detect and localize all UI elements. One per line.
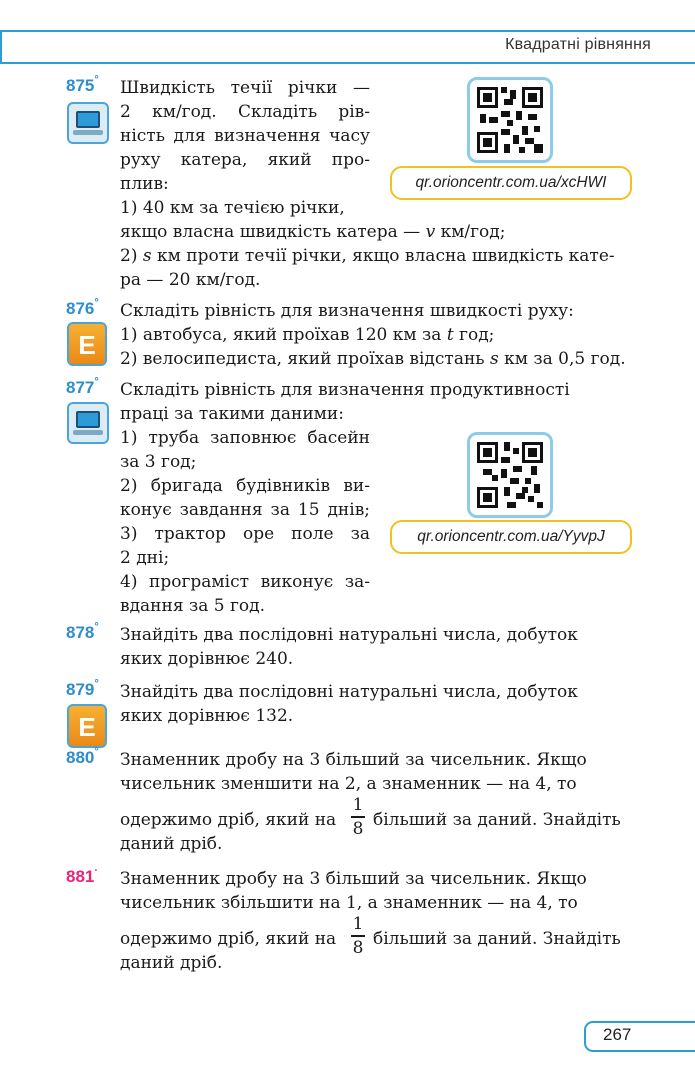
problem-875-line: ність для визначення часу (120, 126, 370, 146)
problem-880-line: даний дріб. (120, 834, 223, 854)
problem-876-line: 2) велосипедиста, який проїхав відстань s км за 0,5 год. (120, 349, 626, 369)
problem-877-line: 3) трактор оре поле за (120, 524, 370, 544)
problem-877-line: 2 дні; (120, 548, 170, 568)
monitor-icon (67, 402, 109, 444)
qr-link[interactable]: qr.orioncentr.com.ua/xcHWI (390, 166, 632, 200)
problem-877-line: 4) програміст виконує за- (120, 572, 370, 592)
problem-877-line: Складіть рівність для визначення продуктивності (120, 380, 570, 400)
problem-880-line: Знаменник дробу на 3 більший за чисельник. Якщо (120, 750, 587, 770)
problem-875-line: 2 км/год. Складіть рів- (120, 102, 370, 122)
problem-875-line: плив: (120, 174, 169, 194)
problem-number-876: 876° (66, 297, 99, 318)
problem-880-line: одержимо дріб, який на (120, 810, 337, 830)
problem-879-line: яких дорівнює 132. (120, 706, 294, 726)
problem-number-878: 878° (66, 621, 99, 642)
problem-881-line: чисельник збільшити на 1, а знаменник — на 4, то (120, 893, 578, 913)
problem-number-881: 881· (66, 865, 99, 886)
problem-875-line: Швидкість течії річки — (120, 78, 370, 98)
problem-878-line: Знайдіть два послідовні натуральні числа, добуток (120, 625, 578, 645)
problem-881-line: більший за даний. Знайдіть (373, 929, 621, 949)
problem-877-line: праці за такими даними: (120, 404, 344, 424)
problem-879-line: Знайдіть два послідовні натуральні числа, добуток (120, 682, 578, 702)
problem-number-879: 879° (66, 678, 99, 699)
qr-code-icon[interactable] (467, 77, 553, 163)
problem-875-line: ра — 20 км/год. (120, 270, 261, 290)
problem-881-line: одержимо дріб, який на (120, 929, 337, 949)
problem-877-line: конує завдання за 15 днів; (120, 500, 370, 520)
problem-875-line: руху катера, який про- (120, 150, 370, 170)
qr-code-icon[interactable] (467, 432, 553, 518)
problem-875-line: 2) s км проти течії річки, якщо власна швидкість кате- (120, 246, 615, 266)
problem-881-line: даний дріб. (120, 953, 223, 973)
problem-876-line: Складіть рівність для визначення швидкості руху: (120, 301, 574, 321)
problem-number-875: 875° (66, 74, 99, 95)
page-number-frame (584, 1021, 695, 1052)
problem-number-877: 877° (66, 376, 99, 397)
e-badge-icon: E (67, 322, 107, 366)
problem-875-line: якщо власна швидкість катера — v км/год; (120, 222, 506, 242)
problem-877-line: 2) бригада будівників ви- (120, 476, 370, 496)
header-line (0, 30, 695, 32)
problem-877-line: вдання за 5 год. (120, 596, 266, 616)
problem-880-line: більший за даний. Знайдіть (373, 810, 621, 830)
problem-881-line: Знаменник дробу на 3 більший за чисельник. Якщо (120, 869, 587, 889)
problem-877-line: за 3 год; (120, 452, 197, 472)
header-line-left (0, 30, 2, 64)
header-line-bottom (0, 62, 695, 64)
problem-876-line: 1) автобуса, який проїхав 120 км за t год; (120, 325, 495, 345)
problem-877-line: 1) труба заповнює басейн (120, 428, 370, 448)
fraction: 1 8 (352, 914, 364, 958)
page-header (0, 30, 695, 64)
problem-875-line: 1) 40 км за течією річки, (120, 198, 345, 218)
fraction: 1 8 (352, 795, 364, 839)
header-title: Квадратні рівняння (505, 36, 651, 53)
problem-878-line: яких дорівнює 240. (120, 649, 294, 669)
problem-number-880: 880° (66, 746, 99, 767)
problem-880-line: чисельник зменшити на 2, а знаменник — на 4, то (120, 774, 577, 794)
page-number: 267 (603, 1025, 632, 1044)
e-badge-icon: E (67, 704, 107, 748)
monitor-icon (67, 102, 109, 144)
qr-link[interactable]: qr.orioncentr.com.ua/YyvpJ (390, 520, 632, 554)
